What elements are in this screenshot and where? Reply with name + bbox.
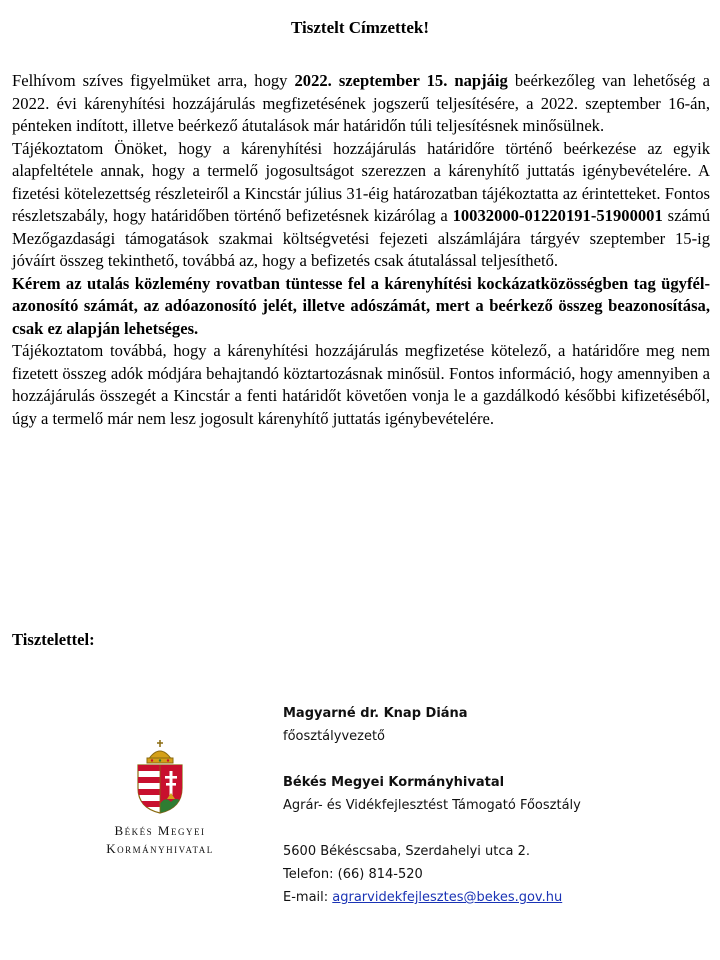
letter-title: Tisztelt Címzettek! (291, 18, 429, 37)
department-name: Agrár- és Vidékfejlesztést Támogató Főosztály (283, 798, 581, 813)
paragraph-text: beérkezőleg van lehetőség a 2022. évi kárenyhítési hozzájárulás megfizetésének jogszerű teljesítésére, a 2022. szeptember 16-án, pénteken indított, illetve beérkező átutalások már határidőn túli teljesítésnek minősülnek. (12, 71, 710, 135)
postal-address: 5600 Békéscsaba, Szerdahelyi utca 2. (283, 844, 531, 859)
spacer (283, 748, 703, 771)
phone-number: Telefon: (66) 814-520 (283, 867, 423, 882)
signatory-position: főosztályvezető (283, 729, 386, 744)
letter-body (12, 70, 710, 430)
email-label: E-mail: (283, 890, 333, 905)
email-line (283, 886, 703, 909)
paragraph-text: Tájékoztatom Önöket, hogy a kárenyhítési hozzájárulás határidőre történő beérkezése az egyik alapfeltétele annak, hogy a termelő jogosultságot szerezzen a kárenyhítő juttatás igénybevételére. A fizetési kötelezettség részleteiről a Kincstár július 31-éig határozatban tájékoztatta az érintetteket. Fontos részletszabály, hogy határidőben történő befizetésnek kizárólag a (12, 138, 710, 225)
deadline-date: 2022. szeptember 15. napjáig (294, 71, 508, 90)
logo-line-office: Kormányhivatal (106, 841, 214, 856)
paragraph-conditions (12, 138, 710, 273)
paragraph-text: számú Mezőgazdasági támogatások szakmai költségvetési fejezeti alszámlájára tárgyév szeptember 15-ig jóváírt összeg tekinthető, továbbá az, hogy a befizetés csak átutalással teljesíthető. (12, 206, 711, 270)
account-number: 10032000-01220191-51900001 (452, 206, 663, 225)
hungarian-coat-of-arms-icon (134, 738, 186, 814)
email-link[interactable]: agrarvidekfejlesztes@bekes.gov.hu (332, 890, 563, 905)
spacer (283, 817, 703, 840)
logo-text (80, 822, 240, 858)
signature-block (283, 702, 703, 909)
paragraph-mandatory: Tájékoztatom továbbá, hogy a kárenyhítési hozzájárulás megfizetése kötelező, a határidőre meg nem fizetett összeg adók módjára behajtandó köztartozásnak minősül. Fontos információ, hogy amennyiben a hozzájárulás összegét a Kincstár a fenti határidőt követően vonja le a gazdálkodó későbbi kifizetéséből, úgy a termelő már nem lesz jogosult kárenyhítő juttatás igénybevételére. (12, 341, 710, 428)
paragraph-text: Felhívom szíves figyelmüket arra, hogy (12, 71, 295, 90)
organization-name: Békés Megyei Kormányhivatal (283, 775, 505, 790)
signatory-name: Magyarné dr. Knap Diána (283, 706, 468, 721)
office-logo (80, 738, 240, 858)
paragraph-deadline (12, 70, 710, 138)
closing-salutation: Tisztelettel: (12, 630, 95, 649)
paragraph-transfer-note: Kérem az utalás közlemény rovatban tüntesse fel a kárenyhítési kockázatközösségben tag ügyfél-azonosító számát, az adóazonosító jelét, illetve adószámát, mert a beérkező összeg beazonosítása, csak ez alapján lehetséges. (12, 273, 710, 338)
logo-line-county: Békés Megyei (114, 823, 206, 838)
